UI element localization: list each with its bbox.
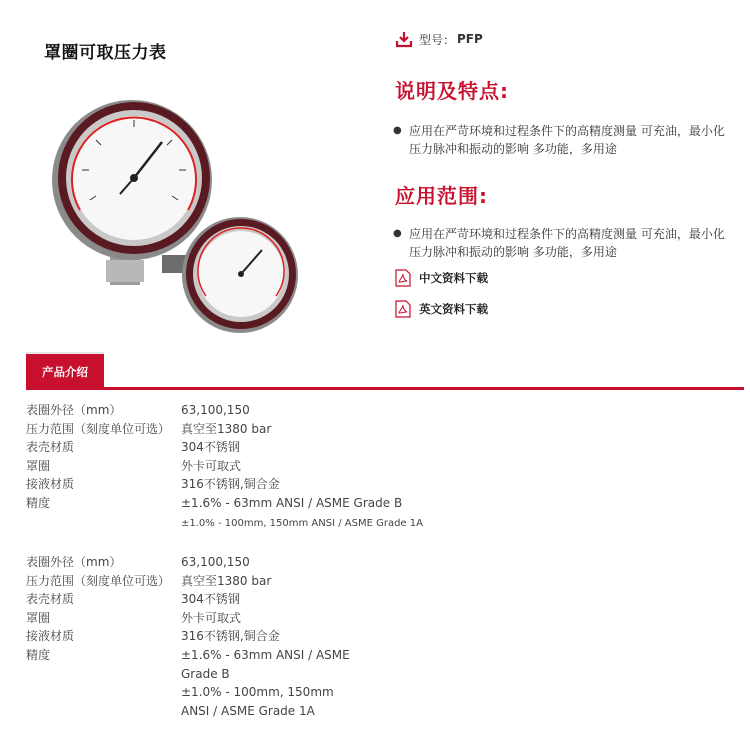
spec-key (26, 665, 181, 684)
download-english-label: 英文资料下载 (419, 302, 488, 316)
spec-key: 压力范围（刻度单位可选） (26, 573, 171, 588)
spec-value: Grade B (181, 666, 230, 681)
download-english-link[interactable] (395, 300, 488, 318)
tab-product-intro[interactable]: 产品介绍 (26, 352, 104, 389)
applications-item-text: 应用在严苛环境和过程条件下的高精度测量 可充油，最小化压力脉冲和振动的影响 多功能，多用途 (409, 227, 725, 259)
model-value: PFP (457, 32, 483, 46)
spec-key (26, 683, 181, 702)
spec-value: 63,100,150 (181, 403, 250, 417)
table-row (26, 494, 446, 513)
spec-key: 精度 (26, 495, 51, 510)
table-row (26, 609, 446, 628)
model-label: 型号： (419, 32, 456, 47)
spec-key (26, 702, 181, 721)
tab-underline (26, 387, 744, 390)
spec-value: 真空至1380 bar (181, 573, 272, 588)
table-row (26, 457, 446, 476)
spec-value: 304不锈钢 (181, 440, 240, 455)
bullet-icon: ● (393, 125, 402, 136)
spec-key: 罩圈 (26, 610, 51, 625)
spec-value: ±1.0% - 100mm, 150mm ANSI / ASME Grade 1A (181, 517, 423, 529)
features-item-text: 应用在严苛环境和过程条件下的高精度测量 可充油，最小化压力脉冲和振动的影响 多功能，多用途 (409, 124, 725, 156)
spec-key: 表圈外径（mm） (26, 555, 122, 569)
table-row (26, 665, 446, 684)
features-item (393, 122, 733, 158)
spec-key: 表壳材质 (26, 440, 75, 455)
spec-value: 真空至1380 bar (181, 421, 272, 436)
product-title: 罩圈可取压力表 (44, 43, 167, 63)
model-row (395, 30, 483, 48)
download-chinese-link[interactable] (395, 269, 488, 287)
table-row (26, 475, 446, 494)
spec-key: 接液材质 (26, 629, 75, 644)
table-row (26, 553, 446, 572)
product-image (40, 90, 340, 340)
spec-value: ANSI / ASME Grade 1A (181, 703, 315, 718)
download-icon[interactable] (395, 30, 413, 48)
spec-value: ±1.6% - 63mm ANSI / ASME Grade B (181, 495, 403, 510)
table-row (26, 627, 446, 646)
spec-value: 316不锈钢,铜合金 (181, 477, 280, 492)
table-row (26, 513, 446, 534)
spec-value: 316不锈钢,铜合金 (181, 629, 280, 644)
table-row (26, 646, 446, 665)
spec-value: 63,100,150 (181, 555, 250, 569)
table-row (26, 683, 446, 702)
spec-key: 表圈外径（mm） (26, 403, 122, 417)
spec-value: 外卡可取式 (181, 458, 242, 473)
spec-value: ±1.0% - 100mm, 150mm (181, 685, 334, 700)
gauge-illustration (40, 90, 340, 340)
bullet-icon: ● (393, 228, 402, 239)
spec-key (26, 513, 181, 534)
spec-key: 压力范围（刻度单位可选） (26, 421, 171, 436)
table-row (26, 420, 446, 439)
spec-value: 外卡可取式 (181, 610, 242, 625)
applications-heading: 应用范围: (395, 184, 488, 208)
pdf-icon (395, 269, 411, 287)
spec-table-1 (26, 401, 446, 533)
spec-table-2 (26, 553, 446, 720)
spec-key: 表壳材质 (26, 592, 75, 607)
spec-value: 304不锈钢 (181, 592, 240, 607)
table-row (26, 438, 446, 457)
spec-key: 罩圈 (26, 458, 51, 473)
table-row (26, 401, 446, 420)
features-heading: 说明及特点: (395, 79, 509, 103)
spec-value: ±1.6% - 63mm ANSI / ASME (181, 647, 350, 662)
table-row (26, 590, 446, 609)
spec-value-cell (181, 513, 446, 534)
table-row (26, 702, 446, 721)
applications-item (393, 225, 733, 261)
spec-key: 接液材质 (26, 477, 75, 492)
table-row (26, 572, 446, 591)
download-chinese-label: 中文资料下载 (419, 271, 488, 285)
spec-key: 精度 (26, 647, 51, 662)
pdf-icon (395, 300, 411, 318)
